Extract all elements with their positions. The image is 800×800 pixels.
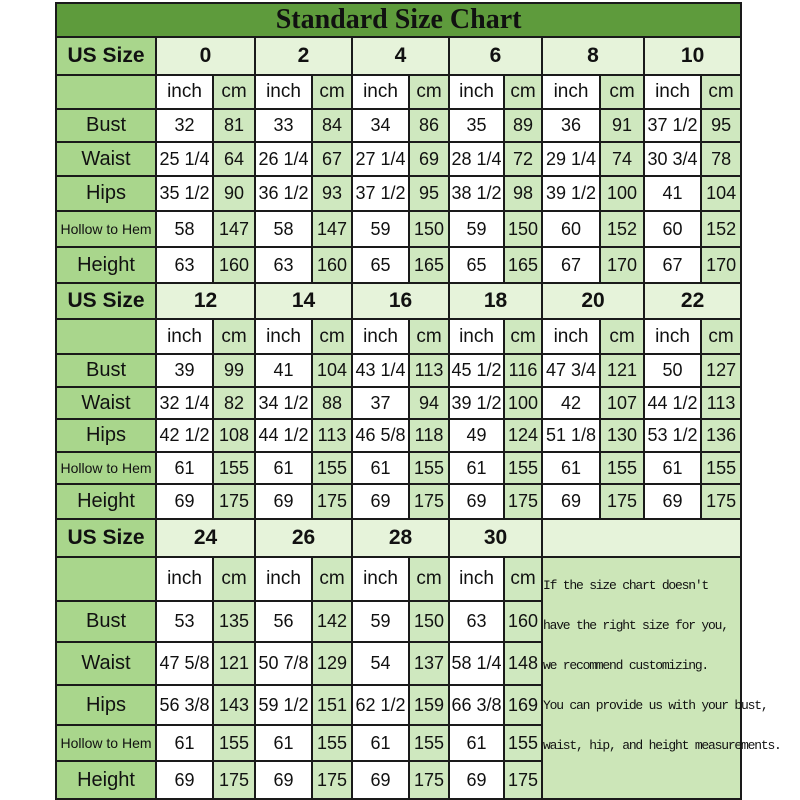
us-size-label: US Size bbox=[56, 283, 156, 319]
row-label: Bust bbox=[56, 109, 156, 142]
inch-value: 61 bbox=[352, 452, 409, 484]
inch-value: 61 bbox=[542, 452, 600, 484]
inch-value: 65 bbox=[352, 247, 409, 283]
inch-value: 69 bbox=[644, 484, 701, 519]
size-6: 6 bbox=[449, 37, 542, 75]
cm-value: 121 bbox=[600, 354, 644, 387]
cm-value: 150 bbox=[409, 601, 449, 642]
cm-value: 104 bbox=[312, 354, 352, 387]
unit-cm: cm bbox=[504, 75, 542, 109]
inch-value: 66 3/8 bbox=[449, 685, 504, 725]
inch-value: 47 5/8 bbox=[156, 642, 213, 685]
inch-value: 69 bbox=[156, 484, 213, 519]
cm-value: 147 bbox=[213, 211, 255, 247]
measurement-row bbox=[56, 419, 741, 452]
size-0: 0 bbox=[156, 37, 255, 75]
inch-value: 37 bbox=[352, 387, 409, 419]
inch-value: 56 bbox=[255, 601, 312, 642]
unit-cm: cm bbox=[409, 75, 449, 109]
cm-value: 89 bbox=[504, 109, 542, 142]
cm-value: 137 bbox=[409, 642, 449, 685]
inch-value: 58 1/4 bbox=[449, 642, 504, 685]
inch-value: 53 bbox=[156, 601, 213, 642]
cm-value: 88 bbox=[312, 387, 352, 419]
unit-cm: cm bbox=[312, 319, 352, 354]
cm-value: 121 bbox=[213, 642, 255, 685]
inch-value: 50 bbox=[644, 354, 701, 387]
cm-value: 72 bbox=[504, 142, 542, 176]
cm-value: 74 bbox=[600, 142, 644, 176]
cm-value: 155 bbox=[701, 452, 741, 484]
inch-value: 35 1/2 bbox=[156, 176, 213, 211]
cm-value: 95 bbox=[409, 176, 449, 211]
unit-row bbox=[56, 319, 741, 354]
cm-value: 155 bbox=[409, 725, 449, 761]
inch-value: 65 bbox=[449, 247, 504, 283]
note-line: have the right size for you, bbox=[543, 618, 728, 633]
cm-value: 124 bbox=[504, 419, 542, 452]
cm-value: 142 bbox=[312, 601, 352, 642]
cm-value: 135 bbox=[213, 601, 255, 642]
unit-cm: cm bbox=[312, 557, 352, 601]
unit-inch: inch bbox=[449, 319, 504, 354]
cm-value: 91 bbox=[600, 109, 644, 142]
cm-value: 113 bbox=[409, 354, 449, 387]
cm-value: 165 bbox=[409, 247, 449, 283]
inch-value: 69 bbox=[449, 484, 504, 519]
cm-value: 155 bbox=[504, 725, 542, 761]
cm-value: 86 bbox=[409, 109, 449, 142]
cm-value: 175 bbox=[409, 484, 449, 519]
unit-inch: inch bbox=[644, 319, 701, 354]
row-label: Height bbox=[56, 761, 156, 799]
inch-value: 38 1/2 bbox=[449, 176, 504, 211]
row-label: Waist bbox=[56, 387, 156, 419]
measurement-row bbox=[56, 176, 741, 211]
inch-value: 63 bbox=[255, 247, 312, 283]
row-label: Waist bbox=[56, 642, 156, 685]
inch-value: 36 bbox=[542, 109, 600, 142]
unit-inch: inch bbox=[644, 75, 701, 109]
measurement-row bbox=[56, 354, 741, 387]
title-row bbox=[56, 3, 741, 37]
blank-cell bbox=[56, 557, 156, 601]
us-size-label: US Size bbox=[56, 37, 156, 75]
cm-value: 175 bbox=[504, 484, 542, 519]
inch-value: 61 bbox=[156, 725, 213, 761]
measurement-row bbox=[56, 387, 741, 419]
inch-value: 28 1/4 bbox=[449, 142, 504, 176]
cm-value: 136 bbox=[701, 419, 741, 452]
note-line: we recommend customizing. bbox=[543, 658, 709, 673]
inch-value: 61 bbox=[644, 452, 701, 484]
inch-value: 25 1/4 bbox=[156, 142, 213, 176]
unit-cm: cm bbox=[600, 75, 644, 109]
inch-value: 61 bbox=[449, 725, 504, 761]
inch-value: 69 bbox=[542, 484, 600, 519]
unit-cm: cm bbox=[312, 75, 352, 109]
inch-value: 39 bbox=[156, 354, 213, 387]
inch-value: 60 bbox=[542, 211, 600, 247]
cm-value: 175 bbox=[600, 484, 644, 519]
cm-value: 84 bbox=[312, 109, 352, 142]
inch-value: 41 bbox=[255, 354, 312, 387]
unit-cm: cm bbox=[701, 75, 741, 109]
cm-value: 113 bbox=[701, 387, 741, 419]
size-10: 10 bbox=[644, 37, 741, 75]
inch-value: 36 1/2 bbox=[255, 176, 312, 211]
inch-value: 62 1/2 bbox=[352, 685, 409, 725]
cm-value: 160 bbox=[213, 247, 255, 283]
measurement-row bbox=[56, 211, 741, 247]
unit-cm: cm bbox=[213, 319, 255, 354]
size-8: 8 bbox=[542, 37, 644, 75]
inch-value: 61 bbox=[255, 452, 312, 484]
size-18: 18 bbox=[449, 283, 542, 319]
inch-value: 61 bbox=[449, 452, 504, 484]
cm-value: 150 bbox=[409, 211, 449, 247]
inch-value: 67 bbox=[542, 247, 600, 283]
inch-value: 32 1/4 bbox=[156, 387, 213, 419]
cm-value: 127 bbox=[701, 354, 741, 387]
size-16: 16 bbox=[352, 283, 449, 319]
note-line: If the size chart doesn't bbox=[543, 578, 709, 593]
cm-value: 150 bbox=[504, 211, 542, 247]
inch-value: 41 bbox=[644, 176, 701, 211]
cm-value: 90 bbox=[213, 176, 255, 211]
cm-value: 165 bbox=[504, 247, 542, 283]
row-label: Hips bbox=[56, 419, 156, 452]
size-14: 14 bbox=[255, 283, 352, 319]
cm-value: 155 bbox=[409, 452, 449, 484]
cm-value: 113 bbox=[312, 419, 352, 452]
size-26: 26 bbox=[255, 519, 352, 557]
unit-row bbox=[56, 557, 741, 601]
cm-value: 67 bbox=[312, 142, 352, 176]
unit-inch: inch bbox=[156, 75, 213, 109]
row-label: Bust bbox=[56, 354, 156, 387]
row-label: Height bbox=[56, 484, 156, 519]
note-line: waist, hip, and height measurements. bbox=[543, 738, 781, 753]
unit-inch: inch bbox=[156, 557, 213, 601]
size-chart bbox=[55, 2, 781, 800]
unit-cm: cm bbox=[213, 557, 255, 601]
inch-value: 49 bbox=[449, 419, 504, 452]
size-header-row bbox=[56, 283, 741, 319]
unit-inch: inch bbox=[449, 557, 504, 601]
size-2: 2 bbox=[255, 37, 352, 75]
inch-value: 44 1/2 bbox=[644, 387, 701, 419]
unit-cm: cm bbox=[409, 319, 449, 354]
unit-cm: cm bbox=[213, 75, 255, 109]
unit-row bbox=[56, 75, 741, 109]
unit-inch: inch bbox=[156, 319, 213, 354]
cm-value: 99 bbox=[213, 354, 255, 387]
cm-value: 94 bbox=[409, 387, 449, 419]
cm-value: 107 bbox=[600, 387, 644, 419]
row-label: Hips bbox=[56, 176, 156, 211]
custom-size-note bbox=[542, 557, 781, 799]
cm-value: 81 bbox=[213, 109, 255, 142]
cm-value: 152 bbox=[600, 211, 644, 247]
cm-value: 155 bbox=[312, 452, 352, 484]
inch-value: 35 bbox=[449, 109, 504, 142]
unit-inch: inch bbox=[352, 319, 409, 354]
inch-value: 58 bbox=[255, 211, 312, 247]
inch-value: 42 1/2 bbox=[156, 419, 213, 452]
row-label: Hollow to Hem bbox=[56, 452, 156, 484]
cm-value: 129 bbox=[312, 642, 352, 685]
inch-value: 34 bbox=[352, 109, 409, 142]
row-label: Hips bbox=[56, 685, 156, 725]
inch-value: 69 bbox=[449, 761, 504, 799]
inch-value: 58 bbox=[156, 211, 213, 247]
cm-value: 169 bbox=[504, 685, 542, 725]
empty-cell bbox=[542, 519, 741, 557]
cm-value: 175 bbox=[312, 761, 352, 799]
cm-value: 170 bbox=[600, 247, 644, 283]
cm-value: 159 bbox=[409, 685, 449, 725]
cm-value: 64 bbox=[213, 142, 255, 176]
cm-value: 155 bbox=[504, 452, 542, 484]
size-header-row bbox=[56, 37, 741, 75]
row-label: Bust bbox=[56, 601, 156, 642]
inch-value: 42 bbox=[542, 387, 600, 419]
unit-inch: inch bbox=[255, 557, 312, 601]
cm-value: 175 bbox=[504, 761, 542, 799]
unit-inch: inch bbox=[255, 319, 312, 354]
cm-value: 155 bbox=[213, 725, 255, 761]
unit-inch: inch bbox=[542, 319, 600, 354]
inch-value: 30 3/4 bbox=[644, 142, 701, 176]
chart-title: Standard Size Chart bbox=[56, 3, 741, 37]
inch-value: 56 3/8 bbox=[156, 685, 213, 725]
cm-value: 147 bbox=[312, 211, 352, 247]
unit-inch: inch bbox=[542, 75, 600, 109]
inch-value: 37 1/2 bbox=[352, 176, 409, 211]
measurement-row bbox=[56, 247, 741, 283]
cm-value: 160 bbox=[312, 247, 352, 283]
inch-value: 29 1/4 bbox=[542, 142, 600, 176]
cm-value: 143 bbox=[213, 685, 255, 725]
unit-cm: cm bbox=[504, 557, 542, 601]
inch-value: 69 bbox=[255, 761, 312, 799]
cm-value: 69 bbox=[409, 142, 449, 176]
inch-value: 69 bbox=[352, 484, 409, 519]
inch-value: 60 bbox=[644, 211, 701, 247]
inch-value: 34 1/2 bbox=[255, 387, 312, 419]
cm-value: 100 bbox=[504, 387, 542, 419]
inch-value: 33 bbox=[255, 109, 312, 142]
inch-value: 69 bbox=[156, 761, 213, 799]
unit-cm: cm bbox=[504, 319, 542, 354]
inch-value: 26 1/4 bbox=[255, 142, 312, 176]
cm-value: 151 bbox=[312, 685, 352, 725]
size-22: 22 bbox=[644, 283, 741, 319]
unit-inch: inch bbox=[449, 75, 504, 109]
inch-value: 59 bbox=[352, 601, 409, 642]
inch-value: 63 bbox=[156, 247, 213, 283]
measurement-row bbox=[56, 484, 741, 519]
size-30: 30 bbox=[449, 519, 542, 557]
inch-value: 47 3/4 bbox=[542, 354, 600, 387]
cm-value: 118 bbox=[409, 419, 449, 452]
size-28: 28 bbox=[352, 519, 449, 557]
inch-value: 32 bbox=[156, 109, 213, 142]
inch-value: 59 bbox=[449, 211, 504, 247]
inch-value: 39 1/2 bbox=[542, 176, 600, 211]
blank-cell bbox=[56, 319, 156, 354]
us-size-label: US Size bbox=[56, 519, 156, 557]
size-20: 20 bbox=[542, 283, 644, 319]
cm-value: 108 bbox=[213, 419, 255, 452]
inch-value: 50 7/8 bbox=[255, 642, 312, 685]
note-line: You can provide us with your bust, bbox=[543, 698, 768, 713]
cm-value: 100 bbox=[600, 176, 644, 211]
cm-value: 98 bbox=[504, 176, 542, 211]
inch-value: 59 bbox=[352, 211, 409, 247]
measurement-row bbox=[56, 452, 741, 484]
inch-value: 67 bbox=[644, 247, 701, 283]
cm-value: 116 bbox=[504, 354, 542, 387]
size-chart-table bbox=[55, 2, 781, 800]
cm-value: 175 bbox=[213, 484, 255, 519]
cm-value: 130 bbox=[600, 419, 644, 452]
inch-value: 43 1/4 bbox=[352, 354, 409, 387]
cm-value: 78 bbox=[701, 142, 741, 176]
unit-inch: inch bbox=[352, 75, 409, 109]
inch-value: 45 1/2 bbox=[449, 354, 504, 387]
inch-value: 37 1/2 bbox=[644, 109, 701, 142]
measurement-row bbox=[56, 142, 741, 176]
unit-cm: cm bbox=[409, 557, 449, 601]
cm-value: 175 bbox=[409, 761, 449, 799]
inch-value: 61 bbox=[255, 725, 312, 761]
cm-value: 155 bbox=[312, 725, 352, 761]
blank-cell bbox=[56, 75, 156, 109]
row-label: Waist bbox=[56, 142, 156, 176]
size-12: 12 bbox=[156, 283, 255, 319]
cm-value: 175 bbox=[701, 484, 741, 519]
inch-value: 61 bbox=[156, 452, 213, 484]
cm-value: 160 bbox=[504, 601, 542, 642]
inch-value: 51 1/8 bbox=[542, 419, 600, 452]
inch-value: 27 1/4 bbox=[352, 142, 409, 176]
measurement-row bbox=[56, 109, 741, 142]
cm-value: 155 bbox=[600, 452, 644, 484]
cm-value: 148 bbox=[504, 642, 542, 685]
unit-cm: cm bbox=[600, 319, 644, 354]
size-24: 24 bbox=[156, 519, 255, 557]
row-label: Height bbox=[56, 247, 156, 283]
inch-value: 69 bbox=[255, 484, 312, 519]
inch-value: 53 1/2 bbox=[644, 419, 701, 452]
cm-value: 95 bbox=[701, 109, 741, 142]
unit-inch: inch bbox=[255, 75, 312, 109]
inch-value: 46 5/8 bbox=[352, 419, 409, 452]
unit-inch: inch bbox=[352, 557, 409, 601]
inch-value: 63 bbox=[449, 601, 504, 642]
inch-value: 54 bbox=[352, 642, 409, 685]
cm-value: 155 bbox=[213, 452, 255, 484]
row-label: Hollow to Hem bbox=[56, 725, 156, 761]
unit-cm: cm bbox=[701, 319, 741, 354]
size-4: 4 bbox=[352, 37, 449, 75]
inch-value: 61 bbox=[352, 725, 409, 761]
size-header-row bbox=[56, 519, 741, 557]
cm-value: 93 bbox=[312, 176, 352, 211]
cm-value: 175 bbox=[312, 484, 352, 519]
cm-value: 104 bbox=[701, 176, 741, 211]
inch-value: 59 1/2 bbox=[255, 685, 312, 725]
cm-value: 170 bbox=[701, 247, 741, 283]
inch-value: 69 bbox=[352, 761, 409, 799]
cm-value: 152 bbox=[701, 211, 741, 247]
inch-value: 44 1/2 bbox=[255, 419, 312, 452]
cm-value: 82 bbox=[213, 387, 255, 419]
row-label: Hollow to Hem bbox=[56, 211, 156, 247]
inch-value: 39 1/2 bbox=[449, 387, 504, 419]
cm-value: 175 bbox=[213, 761, 255, 799]
